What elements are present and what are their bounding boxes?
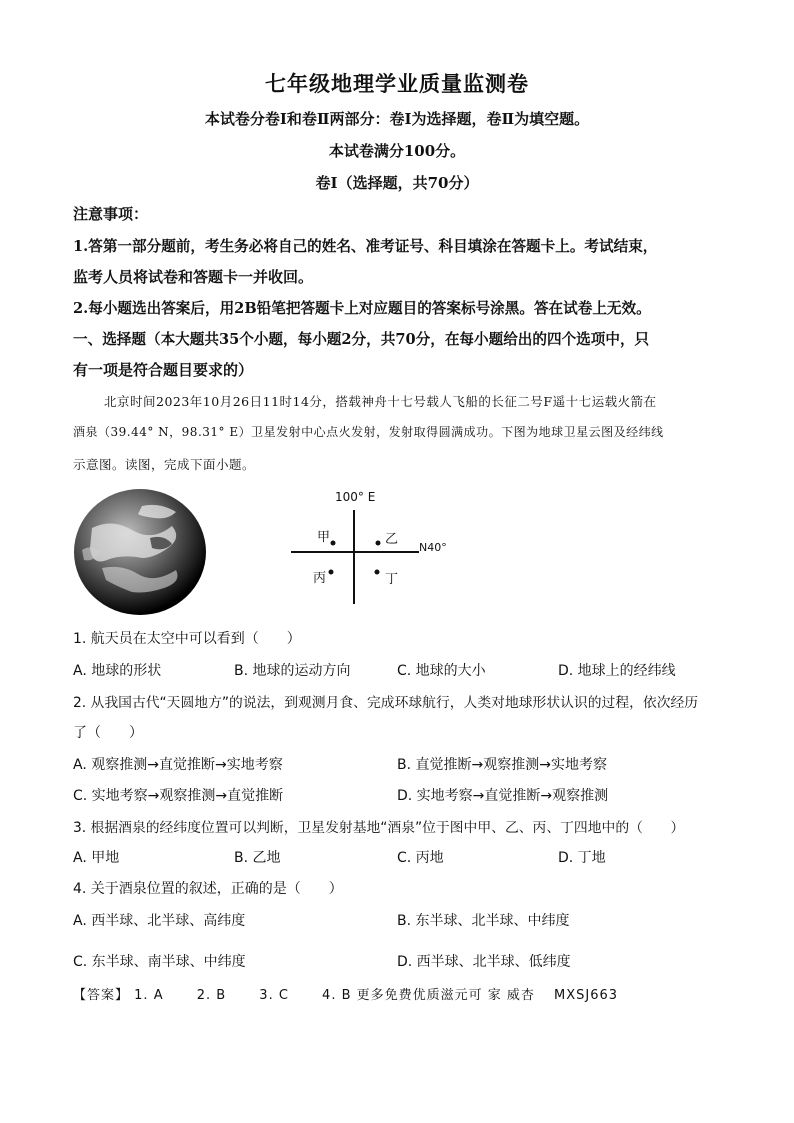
question-3-option-c: C. 丙地	[397, 850, 444, 866]
parallel-label: N40°	[419, 541, 447, 554]
question-1-stem: 1. 航天员在太空中可以看到（ ）	[73, 631, 301, 647]
satellite-cloud-globe-image	[72, 488, 208, 616]
question-4-stem: 4. 关于酒泉位置的叙述，正确的是（ ）	[73, 881, 343, 897]
note-item-1-line-a: 1.答第一部分题前，考生务必将自己的姓名、准考证号、科目填涂在答题卡上。考试结束，	[73, 238, 658, 255]
question-1-option-c: C. 地球的大小	[397, 663, 486, 679]
choice-section-line-b: 有一项是符合题目要求的）	[73, 361, 254, 379]
point-ding-label: 丁	[385, 572, 399, 587]
page-title: 七年级地理学业质量监测卷	[265, 71, 529, 96]
question-1-option-d: D. 地球上的经纬线	[558, 663, 676, 679]
choice-section-line-a: 一、选择题（本大题共35个小题，每小题2分，共70分，在每小题给出的四个选项中，只	[73, 331, 650, 348]
question-2-option-b: B. 直觉推断→观察推测→实地考察	[397, 757, 607, 773]
passage-line-2: 酒泉（39.44° N，98.31° E）卫星发射中心点火发射，发射取得圆满成功。下图为地球卫星云图及经纬线	[73, 425, 664, 439]
passage-line-1: 北京时间2023年10月26日11时14分，搭载神舟十七号载人飞船的长征二号F遥十七运载火箭在	[104, 394, 657, 409]
passage-line-3: 示意图。读图，完成下面小题。	[73, 457, 256, 472]
note-item-1-line-b: 监考人员将试卷和答题卡一并收回。	[73, 268, 314, 286]
point-bing-label: 丙	[313, 571, 327, 586]
point-jia-label: 甲	[317, 530, 331, 545]
question-1-option-a: A. 地球的形状	[73, 663, 162, 679]
question-1-option-b: B. 地球的运动方向	[234, 663, 351, 679]
full-score-note: 本试卷满分100分。	[328, 142, 466, 160]
question-3-stem: 3. 根据酒泉的经纬度位置可以判断，卫星发射基地“酒泉”位于图中甲、乙、丙、丁四地中的（ ）	[73, 820, 685, 836]
question-4-option-b: B. 东半球、北半球、中纬度	[397, 913, 570, 929]
exam-structure-note: 本试卷分卷Ⅰ和卷Ⅱ两部分：卷Ⅰ为选择题，卷Ⅱ为填空题。	[204, 110, 590, 128]
point-yi-dot	[376, 541, 381, 546]
question-4-option-c: C. 东半球、南半球、中纬度	[73, 954, 246, 970]
point-ding-dot	[375, 570, 380, 575]
question-2-stem-line-a: 2. 从我国古代“天圆地方”的说法，到观测月食、完成环球航行，人类对地球形状认识的过程，依次经历	[73, 695, 699, 711]
point-jia-dot	[331, 541, 336, 546]
lat-long-diagram	[285, 488, 465, 608]
question-3-option-a: A. 甲地	[73, 850, 120, 866]
question-4-option-a: A. 西半球、北半球、高纬度	[73, 913, 246, 929]
point-bing-dot	[329, 570, 334, 575]
question-2-stem-line-b: 了（ ）	[73, 725, 143, 741]
meridian-label: 100° E	[335, 490, 376, 504]
question-4-option-d: D. 西半球、北半球、低纬度	[397, 954, 571, 970]
answer-line	[73, 984, 618, 1003]
question-2-option-a: A. 观察推测→直觉推断→实地考察	[73, 757, 283, 773]
note-item-2: 2.每小题选出答案后，用2B铅笔把答题卡上对应题目的答案标号涂黑。答在试卷上无效。	[73, 300, 651, 317]
question-2-option-c: C. 实地考察→观察推测→直觉推断	[73, 788, 284, 804]
section-one-heading: 卷Ⅰ（选择题，共70分）	[315, 174, 479, 192]
answer-label: 【答案】	[73, 988, 130, 1003]
answer-text: 1. A 2. B 3. C 4. B 更多免费优质滋元可 家 威杏 MXSJ663	[134, 988, 619, 1003]
question-3-option-b: B. 乙地	[234, 850, 281, 866]
notes-heading: 注意事项：	[73, 205, 149, 223]
question-2-option-d: D. 实地考察→直觉推断→观察推测	[397, 788, 609, 804]
question-3-option-d: D. 丁地	[558, 850, 606, 866]
point-yi-label: 乙	[385, 532, 399, 547]
